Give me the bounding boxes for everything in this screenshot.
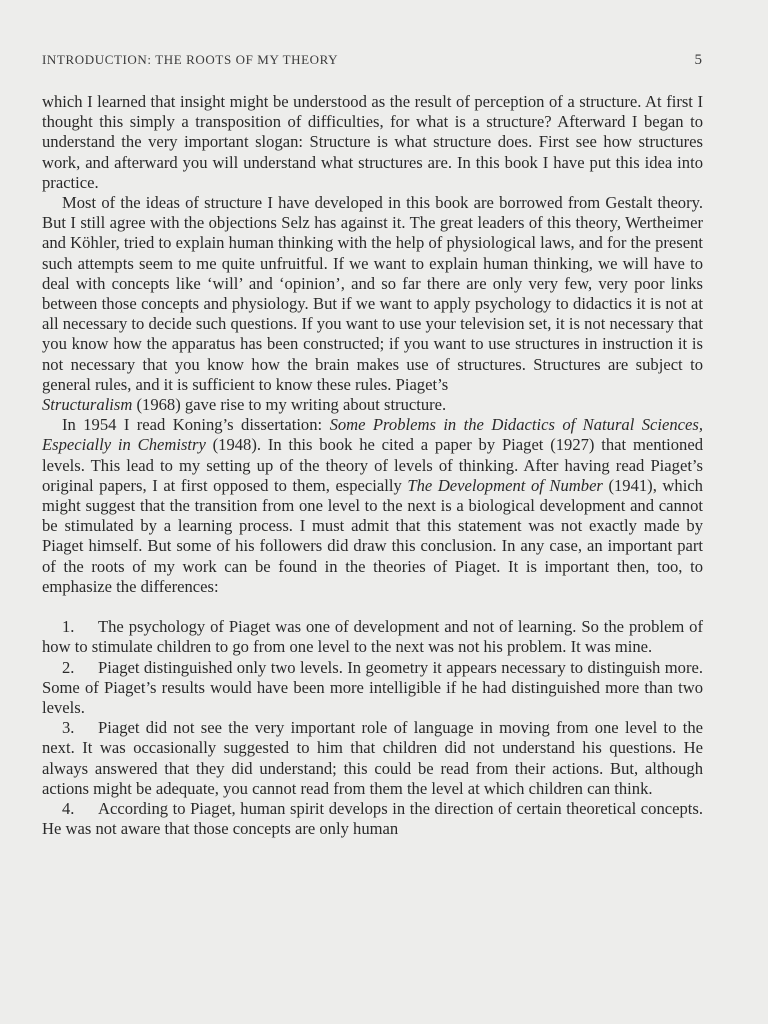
list-number: 3. [62,718,75,738]
list-number: 4. [62,799,75,819]
list-number: 2. [62,657,75,677]
spacer [42,597,703,617]
body-text [42,92,703,840]
paragraph-text: In 1954 I read Koning’s dissertation: [62,415,330,435]
list-item-text: According to Piaget, human spirit develops in the direction of certain theoretical concepts. He was not aware that those concepts are only human [42,799,703,839]
list-item-text: The psychology of Piaget was one of development and not of learning. So the problem of how to stimulate children to go from one level to the next was not his problem. It was mine. [42,617,703,657]
paragraph-text: (1941), which might suggest that the transition from one level to the next is a biological development and cannot be stimulated by a learning process. I must admit that this statement was not exactly made by Piaget himself. But some of his followers did draw this conclusion. In any case, an important part of the roots of my work can be found in the theories of Piaget. It is important then, too, to emphasize the differences: [42,475,703,596]
chapter-title: INTRODUCTION: THE ROOTS OF MY THEORY [42,52,339,67]
page-number: 5 [694,52,702,68]
paragraph-text: (1948). In this book he cited a paper by Piaget (1927) that mentioned levels. This lead to my setting up of the theory of levels of thinking. After having read Piaget’s original papers, I at first opposed to them, especially [42,435,703,495]
book-title: The Development of Number [407,475,603,495]
book-title: Structuralism [42,395,133,415]
list-number: 1. [62,617,75,637]
list-item [42,799,703,839]
paragraph: which I learned that insight might be understood as the result of perception of a structure. At first I thought this simply a transposition of difficulties, for what is a structure? Afterward I began to understand the very important slogan: Structure is what structure does. First see how structures work, and afterward you will understand what structures are. In this book I have put this idea into practice. [42,92,703,192]
paragraph-text: (1968) gave rise to my writing about structure. [132,395,447,415]
paragraph-text: Most of the ideas of structure I have developed in this book are borrowed from Gestalt theory. But I still agree with the objections Selz has against it. The great leaders of this theory, Wertheimer and Köhler, tried to explain human thinking with the help of physiological laws, and for the present such attempts seem to me quite unfruitful. If we want to explain human thinking, we will have to deal with concepts like ‘will’ and ‘opinion’, and so far there are only very few, very poor links between those concepts and physiology. But if we want to apply psychology to didactics it is not at all necessary to decide such questions. If you want to use your television set, it is not necessary that you know how the apparatus has been constructed; if you want to use structures in instruction it is not necessary that you know how the brain makes use of structures. Structures are subject to general rules, and it is sufficient to know these rules. Piaget’s [42,193,703,394]
paragraph [42,415,703,597]
list-item [42,658,703,719]
running-head [42,52,702,69]
book-title: Some Problems in the Didactics of Natural Sciences, Especially in Chemistry [42,415,703,455]
list-item-text: Piaget did not see the very important role of language in moving from one level to the next. It was occasionally suggested to him that children did not understand his questions. He always answered that they did understand; this could be read from their actions. But, although actions might be adequate, you cannot read from them the level at which children can think. [42,718,703,798]
paragraph [42,193,703,415]
list-item [42,718,703,799]
list-item-text: Piaget distinguished only two levels. In geometry it appears necessary to distinguish more. Some of Piaget’s results would have been more intelligible if he had distinguished more than two levels. [42,657,703,718]
list-item [42,617,703,657]
